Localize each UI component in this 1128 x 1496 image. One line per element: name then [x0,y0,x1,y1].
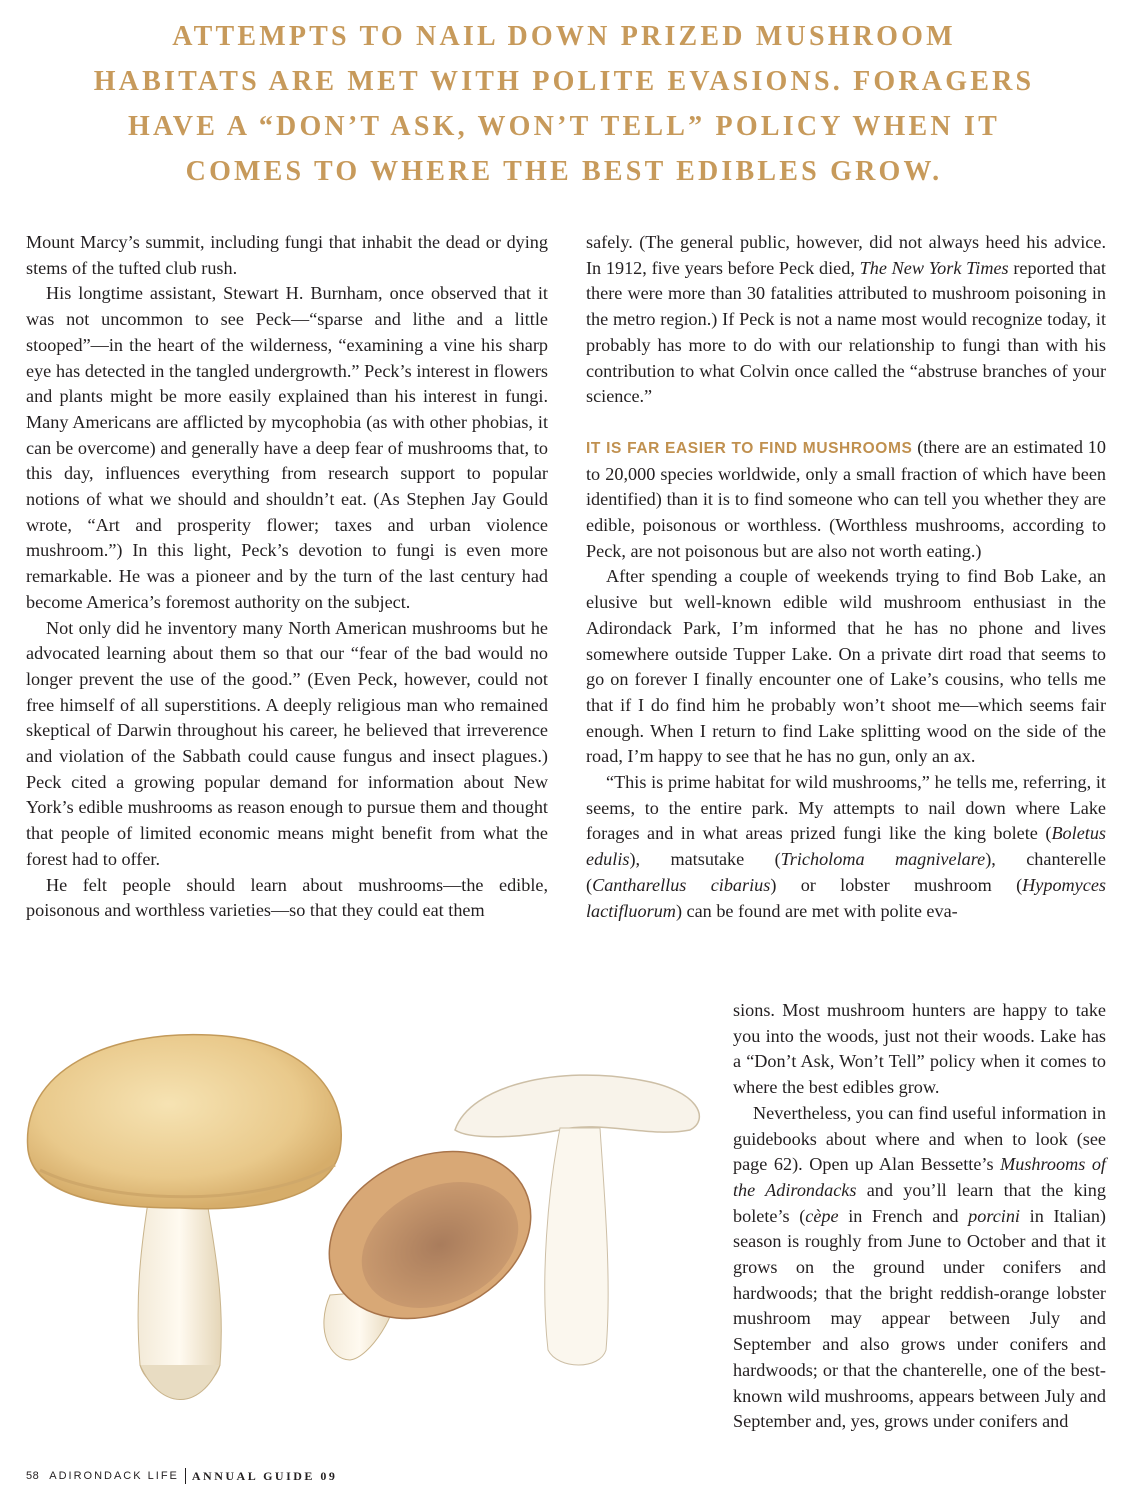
term: cèpe [805,1205,839,1226]
magazine-name: ADIRONDACK LIFE [49,1470,179,1482]
paragraph: He felt people should learn about mushrooms—the edible, poisonous and worthless varieties—so that they could eat them [26,874,548,921]
page-footer [26,1466,337,1486]
page-number: 58 [26,1470,40,1482]
text-run: ) or lobster mushroom ( [770,874,1023,895]
pull-quote-line: ATTEMPTS TO NAIL DOWN PRIZED MUSHROOM [172,21,956,52]
section-gap [586,410,1106,435]
text-run: (there are an estimated 10 to 20,000 species worldwide, only a small fraction of which have been identified) than it is to find someone who can tell you whether they are edible, poisonous or worthless. (Worthless mushrooms, according to Peck, are not poisonous but are also not worth eating.) [586,436,1106,561]
text-run: Nevertheless, you can find useful information in guidebooks about where and when to look (see page 62). Open up Alan Bessette’s [733,1102,1106,1175]
mushroom-illustration [0,980,730,1450]
text-run: and you’ll learn that the king bolete’s ( [733,1179,1106,1226]
text-run: reported that there were more than 30 fatalities attributed to mushroom poisoning in the metro region.) If Peck is not a name most would recognize today, it probably has more to do with our relationship to fungi than with his contribution to what Colvin once called the “abstruse branches of your science.” [586,257,1106,407]
paragraph [586,230,1106,410]
paragraph [586,435,1106,565]
text-run: ), chanterelle ( [586,849,1106,895]
pull-quote-line: HABITATS ARE MET WITH POLITE EVASIONS. FORAGERS [93,66,1035,97]
footer-divider [185,1468,186,1484]
paragraph: Mount Marcy’s summit, including fungi that inhabit the dead or dying stems of the tufted club rush. [26,232,548,278]
species-name: Cantharellus cibarius [592,874,771,895]
text-run: “This is prime habitat for wild mushrooms,” he tells me, referring, it seems, to the entire park. My attempts to nail down where Lake forages and in what areas prized fungi like the king bolete ( [586,772,1106,844]
species-name: Hypomyces lactifluorum [586,874,1106,921]
right-column [586,230,1106,924]
text-run: safely. (The general public, however, did not always heed his advice. In 1912, five years before Peck died, [586,232,1106,278]
pull-quote-line: HAVE A “DON’T ASK, WON’T TELL” POLICY WHEN IT [128,111,1000,142]
paragraph: sions. Most mushroom hunters are happy to take you into the woods, just not their woods. Lake has a “Don’t Ask, Won’t Tell” policy when it comes to where the best edibles grow. [733,1000,1106,1098]
right-column-wrap [733,998,1106,1435]
book-title: Mushrooms of the Adirondacks [733,1154,1106,1200]
paragraph [586,770,1106,924]
bolete-mushroom [28,1035,342,1400]
term: porcini [968,1205,1020,1226]
issue-name: ANNUAL GUIDE 09 [191,1468,338,1483]
publication-title: The New York Times [859,257,1009,278]
small-mushroom [302,1120,558,1360]
paragraph [733,1101,1106,1435]
text-run: in French and [838,1205,969,1226]
paragraph: Not only did he inventory many North American mushrooms but he advocated learning about them so that our “fear of the bad would no longer prevent the use of the good.” (Even Peck, however, could not free himself of all superstitions. A deeply religious man who remained skeptical of Darwin throughout his career, he believed that irreverence and violation of the Sabbath could cause fungus and insect plagues.) Peck cited a growing popular demand for information about New York’s edible mushrooms as reason enough to pursue them and thought that people of limited economic means might benefit from what the forest had to offer. [26,617,548,869]
pull-quote-line: COMES TO WHERE THE BEST EDIBLES GROW. [185,156,943,187]
text-run: ) can be found are met with polite eva- [675,900,958,921]
text-run: in Italian) season is roughly from June to October and that it grows on the ground under conifers and hardwoods; that the bright reddish-orange lobster mushroom may appear between July and September and also grows under conifers and hardwoods; or that the chanterelle, one of the best-known wild mushrooms, appears between July and September and, yes, grows under conifers and [733,1205,1106,1432]
text-run: ), matsutake ( [629,849,781,870]
species-name: Boletus edulis [586,823,1106,870]
section-lead-in: IT IS FAR EASIER TO FIND MUSHROOMS [586,439,913,457]
left-column [26,230,548,924]
species-name: Tricholoma magnivelare [780,849,986,870]
paragraph: His longtime assistant, Stewart H. Burnham, once observed that it was not uncommon to see Peck—“sparse and lithe and a little stooped”—in the heart of the wilderness, “examining a vine his sharp eye has detected in the tangled undergrowth.” Peck’s interest in flowers and plants might be more easily explained than his interest in fungi. Many Americans are afflicted by mycophobia (as with other phobias, it can be overcome) and generally have a deep fear of mushrooms that, to this day, influences everything from research support to popular notions of what we should and shouldn’t eat. (As Stephen Jay Gould wrote, “Art and prosperity flower; taxes and urban violence mushroom.”) In this light, Peck’s devotion to fungi is even more remarkable. He was a pioneer and by the turn of the last century had become America’s foremost authority on the subject. [26,283,548,612]
paragraph: After spending a couple of weekends trying to find Bob Lake, an elusive but well-known edible wild mushroom enthusiast in the Adirondack Park, I’m informed that he has no phone and lives somewhere outside Tupper Lake. On a private dirt road that seems to go on forever I finally encounter one of Lake’s cousins, who tells me that if I do find him he probably won’t shoot me—which seems fair enough. When I return to find Lake splitting wood on the side of the road, I’m happy to see that he has no gun, only an ax. [586,566,1106,767]
pull-quote [40,14,1088,194]
